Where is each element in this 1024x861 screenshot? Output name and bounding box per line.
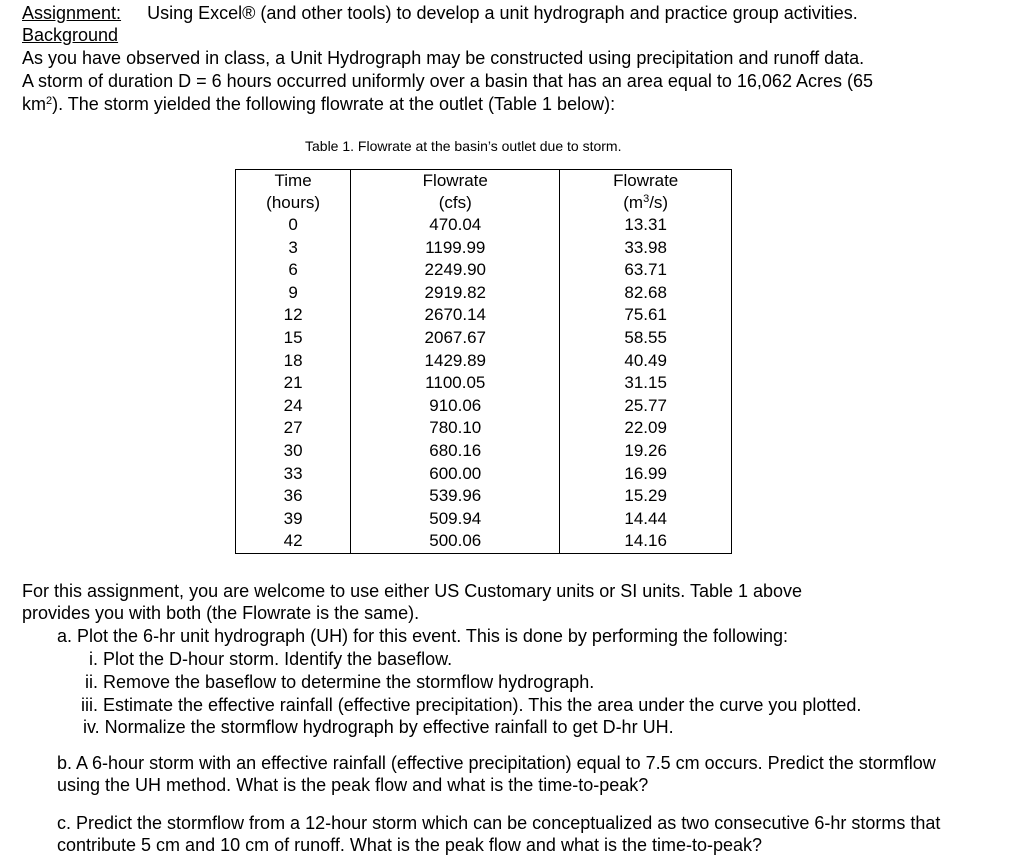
cell-flow-si: 40.49 xyxy=(560,350,732,373)
cell-flow-si: 33.98 xyxy=(560,237,732,260)
cell-time: 3 xyxy=(236,237,351,260)
table-row xyxy=(236,372,732,395)
table-caption: Table 1. Flowrate at the basin’s outlet due to storm. xyxy=(305,138,622,154)
question-b: b. A 6-hour storm with an effective rainfall (effective precipitation) equal to 7.5 cm occurs. Predict the stormflow using the UH method. What is the peak flow and what is the time-to-peak? xyxy=(57,753,936,795)
after-table-line-1: For this assignment, you are welcome to use either US Customary units or SI units. Table 1 above xyxy=(22,581,803,601)
table-row xyxy=(236,259,732,282)
question-a-ii: ii. Remove the baseflow to determine the stormflow hydrograph. xyxy=(85,672,595,692)
cell-flow-cfs: 680.16 xyxy=(351,440,560,463)
cell-time: 12 xyxy=(236,304,351,327)
table-header-row xyxy=(236,170,732,215)
assignment-line xyxy=(22,2,858,24)
question-a-i: i. Plot the D-hour storm. Identify the baseflow. xyxy=(89,649,453,669)
table-row xyxy=(236,214,732,237)
assignment-text: Using Excel® (and other tools) to develop a unit hydrograph and practice group activities. xyxy=(147,3,858,23)
table-row xyxy=(236,417,732,440)
cell-flow-si: 14.16 xyxy=(560,530,732,553)
cell-flow-cfs: 509.94 xyxy=(351,508,560,531)
cell-flow-cfs: 470.04 xyxy=(351,214,560,237)
header-time xyxy=(236,170,351,215)
cell-flow-si: 63.71 xyxy=(560,259,732,282)
cell-time: 24 xyxy=(236,395,351,418)
cell-flow-si: 58.55 xyxy=(560,327,732,350)
table-row xyxy=(236,440,732,463)
cell-flow-cfs: 2670.14 xyxy=(351,304,560,327)
table-row xyxy=(236,304,732,327)
header-flow-si-prefix: (m xyxy=(623,193,644,212)
cell-flow-cfs: 500.06 xyxy=(351,530,560,553)
table-row xyxy=(236,485,732,508)
cell-flow-si: 16.99 xyxy=(560,463,732,486)
cell-time: 18 xyxy=(236,350,351,373)
unit-superscript: 2 xyxy=(46,95,53,107)
cell-flow-cfs: 2067.67 xyxy=(351,327,560,350)
cell-time: 6 xyxy=(236,259,351,282)
background-line-3 xyxy=(22,93,615,115)
cell-time: 9 xyxy=(236,282,351,305)
header-flow-si-sup: 3 xyxy=(643,193,650,205)
cell-flow-si: 13.31 xyxy=(560,214,732,237)
cell-time: 27 xyxy=(236,417,351,440)
cell-flow-cfs: 600.00 xyxy=(351,463,560,486)
cell-time: 15 xyxy=(236,327,351,350)
header-flow-si-suffix: /s) xyxy=(649,193,669,212)
cell-flow-cfs: 539.96 xyxy=(351,485,560,508)
cell-flow-cfs: 2919.82 xyxy=(351,282,560,305)
table-row xyxy=(236,395,732,418)
cell-flow-si: 22.09 xyxy=(560,417,732,440)
background-line-3-text: ). The storm yielded the following flowrate at the outlet (Table 1 below): xyxy=(52,94,616,114)
table-row xyxy=(236,530,732,553)
cell-flow-cfs: 910.06 xyxy=(351,395,560,418)
cell-time: 33 xyxy=(236,463,351,486)
cell-time: 36 xyxy=(236,485,351,508)
header-time-line1: Time xyxy=(274,171,312,190)
cell-time: 30 xyxy=(236,440,351,463)
header-flow-si-line2 xyxy=(560,192,731,214)
header-time-line2: (hours) xyxy=(266,193,321,212)
question-a-iii: iii. Estimate the effective rainfall (effective precipitation). This the area under the curve you plotted. xyxy=(81,695,862,715)
cell-flow-cfs: 1429.89 xyxy=(351,350,560,373)
cell-flow-cfs: 2249.90 xyxy=(351,259,560,282)
cell-flow-si: 15.29 xyxy=(560,485,732,508)
header-flow-si-line1: Flowrate xyxy=(613,171,679,190)
background-heading: Background xyxy=(22,25,119,45)
cell-flow-cfs: 1199.99 xyxy=(351,237,560,260)
assignment-label: Assignment: xyxy=(22,3,122,23)
unit-km: km xyxy=(22,94,46,114)
header-flow-cfs xyxy=(351,170,560,215)
cell-flow-si: 31.15 xyxy=(560,372,732,395)
question-c: c. Predict the stormflow from a 12-hour storm which can be conceptualized as two consecutive 6-hr storms that contribute 5 cm and 10 cm of runoff. What is the peak flow and what is the time-to-peak? xyxy=(57,813,941,855)
header-flow-cfs-line2: (cfs) xyxy=(438,193,472,212)
flowrate-table xyxy=(235,169,732,554)
cell-time: 21 xyxy=(236,372,351,395)
table-row xyxy=(236,463,732,486)
cell-flow-si: 75.61 xyxy=(560,304,732,327)
table-row xyxy=(236,350,732,373)
cell-flow-si: 82.68 xyxy=(560,282,732,305)
background-line-2: A storm of duration D = 6 hours occurred uniformly over a basin that has an area equal to 16,062 Acres (65 xyxy=(22,71,873,91)
cell-time: 42 xyxy=(236,530,351,553)
background-line-1: As you have observed in class, a Unit Hydrograph may be constructed using precipitation and runoff data. xyxy=(22,48,865,68)
after-table-line-2: provides you with both (the Flowrate is the same). xyxy=(22,603,420,623)
cell-flow-si: 14.44 xyxy=(560,508,732,531)
table-row xyxy=(236,237,732,260)
cell-flow-si: 25.77 xyxy=(560,395,732,418)
cell-time: 39 xyxy=(236,508,351,531)
table-row xyxy=(236,508,732,531)
cell-flow-cfs: 1100.05 xyxy=(351,372,560,395)
cell-flow-cfs: 780.10 xyxy=(351,417,560,440)
cell-time: 0 xyxy=(236,214,351,237)
table-row xyxy=(236,327,732,350)
question-a: a. Plot the 6-hr unit hydrograph (UH) for this event. This is done by performing the following: xyxy=(57,626,789,646)
header-flow-cfs-line1: Flowrate xyxy=(422,171,488,190)
cell-flow-si: 19.26 xyxy=(560,440,732,463)
question-a-iv: iv. Normalize the stormflow hydrograph by effective rainfall to get D-hr UH. xyxy=(83,717,674,737)
header-flow-si xyxy=(560,170,732,215)
table-row xyxy=(236,282,732,305)
